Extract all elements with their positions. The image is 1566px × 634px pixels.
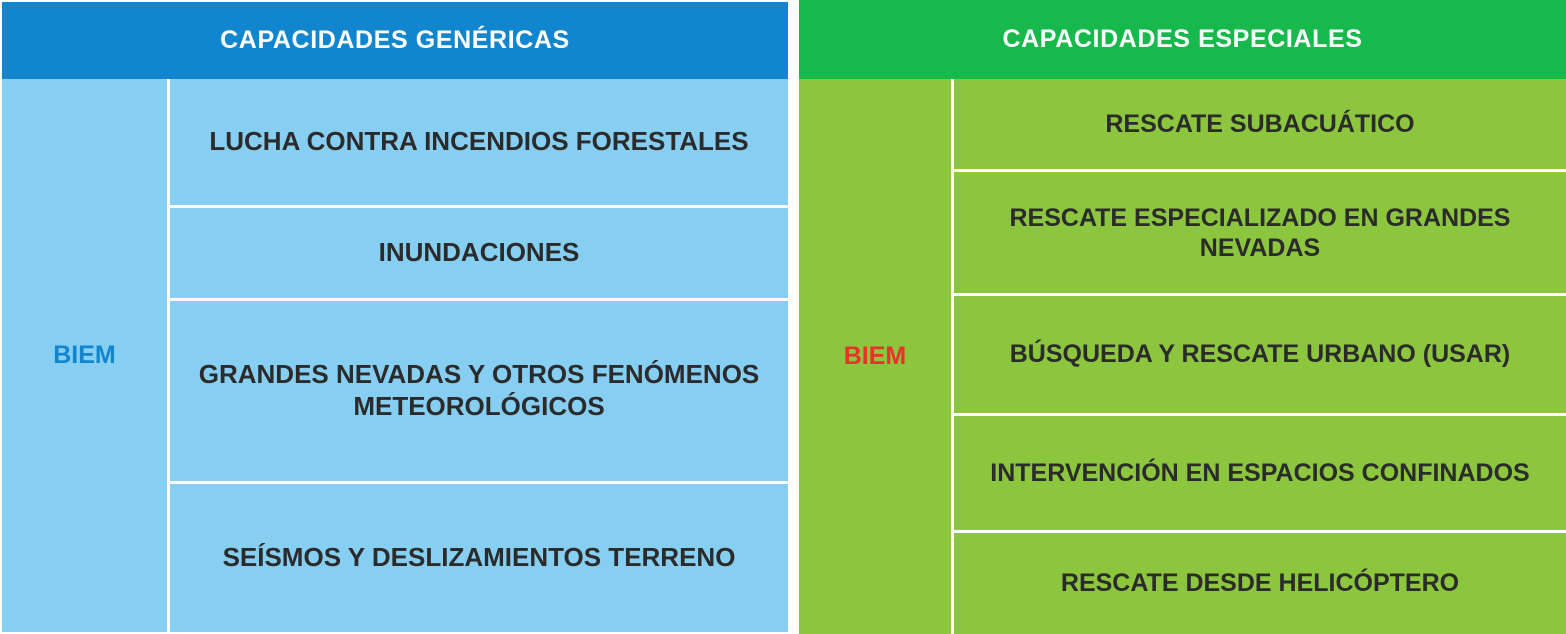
- org-label-generic: BIEM: [2, 79, 170, 632]
- panel-capacidades-especiales: [793, 0, 1566, 634]
- capability-row: RESCATE SUBACUÁTICO: [951, 79, 1566, 172]
- capability-row: RESCATE DESDE HELICÓPTERO: [951, 533, 1566, 634]
- panel-body-special: [799, 79, 1566, 634]
- capability-list-generic: [170, 79, 788, 632]
- capability-row: RESCATE ESPECIALIZADO EN GRANDES NEVADAS: [951, 172, 1566, 295]
- capability-row: INTERVENCIÓN EN ESPACIOS CONFINADOS: [951, 416, 1566, 533]
- capability-row: GRANDES NEVADAS Y OTROS FENÓMENOS METEOROLÓGICOS: [170, 301, 788, 485]
- panel-header-special: CAPACIDADES ESPECIALES: [799, 0, 1566, 79]
- panel-body-generic: [0, 79, 790, 634]
- capability-row: BÚSQUEDA Y RESCATE URBANO (USAR): [951, 296, 1566, 417]
- capability-row: SEÍSMOS Y DESLIZAMIENTOS TERRENO: [170, 484, 788, 632]
- capability-list-special: [951, 79, 1566, 634]
- capability-row: LUCHA CONTRA INCENDIOS FORESTALES: [170, 79, 788, 208]
- panel-header-generic: CAPACIDADES GENÉRICAS: [0, 0, 790, 79]
- org-label-special: BIEM: [799, 79, 951, 634]
- capability-row: INUNDACIONES: [170, 208, 788, 301]
